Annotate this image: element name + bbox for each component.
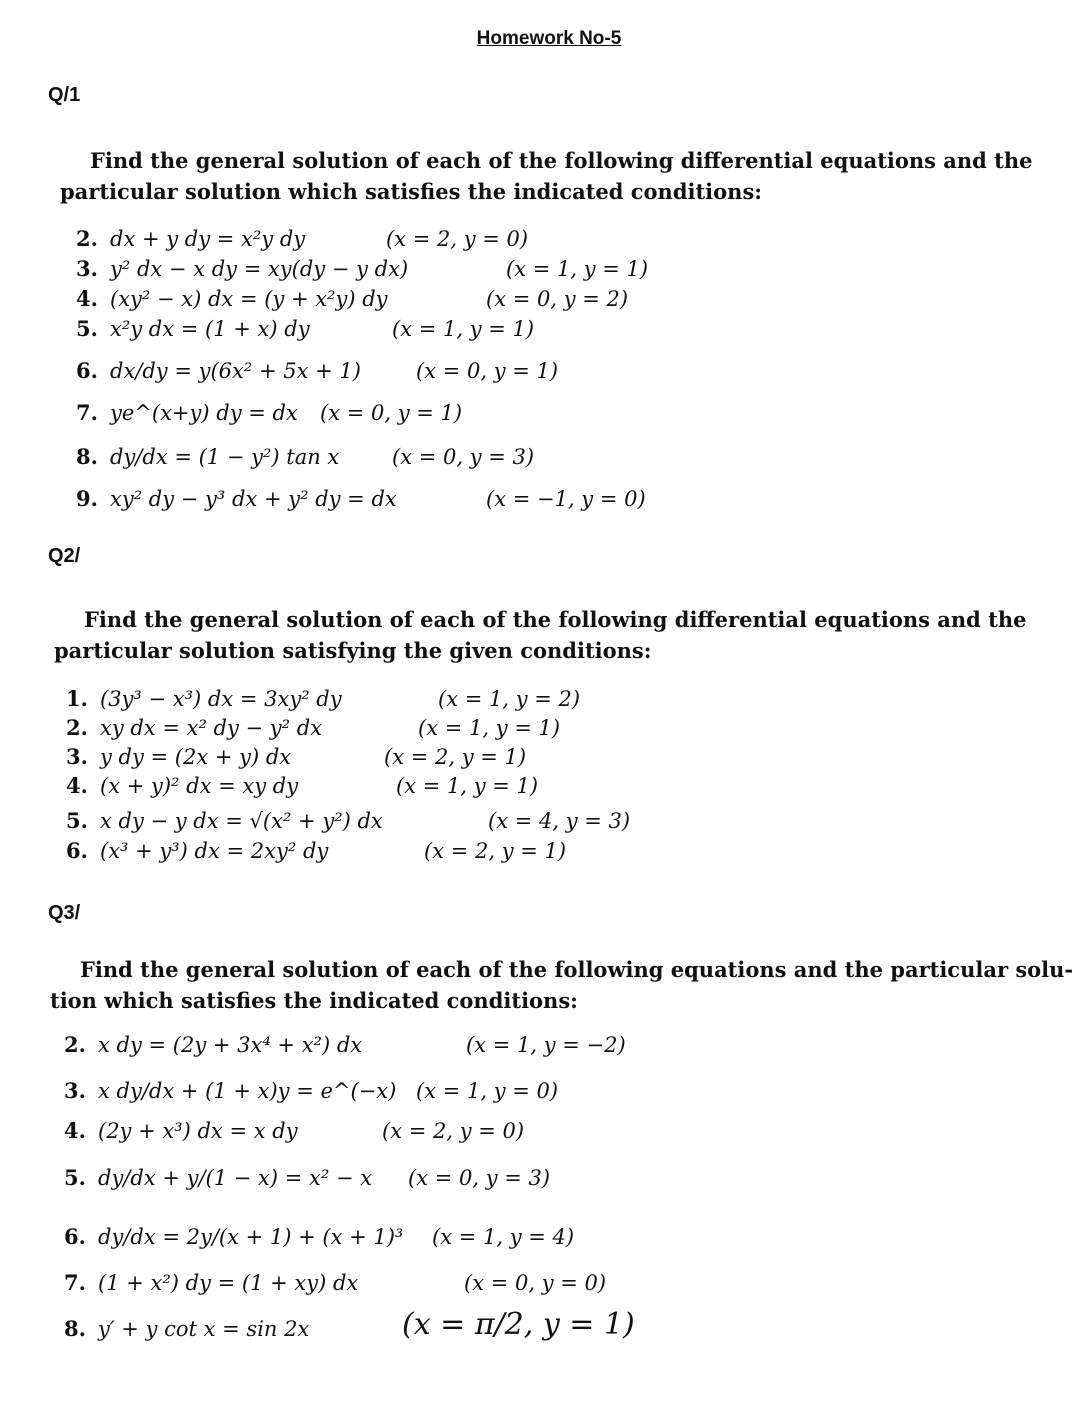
initial-condition: (x = 1, y = 1): [392, 317, 535, 341]
initial-condition: (x = 4, y = 3): [488, 809, 631, 833]
item-number: 6.: [76, 358, 98, 383]
initial-condition: (x = 1, y = 2): [438, 687, 581, 711]
initial-condition: (x = 1, y = 1): [396, 774, 539, 798]
question-label-q1: Q/1: [48, 84, 81, 106]
equation-expression: (x + y)² dx = xy dy: [100, 774, 299, 798]
intro-line: tion which satisfies the indicated conditions:: [50, 988, 578, 1013]
item-number: 7.: [76, 400, 98, 425]
item-number: 6.: [66, 838, 88, 863]
intro-line: Find the general solution of each of the following equations and the particular solu-: [80, 957, 1074, 982]
initial-condition: (x = π/2, y = 1): [402, 1307, 635, 1342]
item-number: 1.: [66, 686, 88, 711]
equation-expression: x dy − y dx = √(x² + y²) dx: [100, 809, 383, 833]
initial-condition: (x = 0, y = 2): [486, 287, 629, 311]
item-number: 4.: [64, 1118, 86, 1143]
initial-condition: (x = 2, y = 0): [382, 1119, 525, 1143]
question-label-q2: Q2/: [48, 545, 81, 567]
equation-expression: xy dx = x² dy − y² dx: [100, 716, 323, 740]
item-number: 8.: [76, 444, 98, 469]
initial-condition: (x = 0, y = 3): [408, 1166, 551, 1190]
intro-line: particular solution satisfying the given conditions:: [54, 638, 652, 663]
item-number: 6.: [64, 1224, 86, 1249]
item-number: 8.: [64, 1316, 86, 1341]
equation-expression: (2y + x³) dx = x dy: [98, 1119, 298, 1143]
initial-condition: (x = 1, y = 4): [432, 1225, 575, 1249]
item-number: 5.: [64, 1165, 86, 1190]
initial-condition: (x = 0, y = 0): [464, 1271, 607, 1295]
item-number: 5.: [66, 808, 88, 833]
initial-condition: (x = 1, y = 0): [416, 1079, 559, 1103]
equation-expression: dx + y dy = x²y dy: [110, 227, 306, 251]
intro-line: Find the general solution of each of the following differential equations and the: [90, 148, 1033, 173]
equation-expression: dy/dx = 2y/(x + 1) + (x + 1)³: [98, 1225, 404, 1249]
initial-condition: (x = 0, y = 1): [416, 359, 559, 383]
initial-condition: (x = 2, y = 0): [386, 227, 529, 251]
equation-expression: ye^(x+y) dy = dx: [110, 401, 298, 425]
item-number: 2.: [64, 1032, 86, 1057]
item-number: 3.: [64, 1078, 86, 1103]
equation-expression: y² dx − x dy = xy(dy − y dx): [110, 257, 409, 281]
equation-expression: y dy = (2x + y) dx: [100, 745, 292, 769]
equation-expression: (x³ + y³) dx = 2xy² dy: [100, 839, 329, 863]
initial-condition: (x = 1, y = 1): [506, 257, 649, 281]
equation-expression: dy/dx = (1 − y²) tan x: [110, 445, 340, 469]
item-number: 3.: [76, 256, 98, 281]
item-number: 7.: [64, 1270, 86, 1295]
equation-expression: xy² dy − y³ dx + y² dy = dx: [110, 487, 397, 511]
equation-expression: dx/dy = y(6x² + 5x + 1): [110, 359, 361, 383]
equation-expression: y′ + y cot x = sin 2x: [98, 1317, 310, 1341]
initial-condition: (x = 0, y = 1): [320, 401, 463, 425]
question-intro-q1: [60, 145, 1033, 207]
item-number: 5.: [76, 316, 98, 341]
equation-expression: x dy/dx + (1 + x)y = e^(−x): [98, 1079, 397, 1103]
intro-line: Find the general solution of each of the following differential equations and the: [84, 607, 1027, 632]
page-title: Homework No-5: [476, 28, 622, 49]
initial-condition: (x = 0, y = 3): [392, 445, 535, 469]
equation-expression: (1 + x²) dy = (1 + xy) dx: [98, 1271, 359, 1295]
item-number: 3.: [66, 744, 88, 769]
initial-condition: (x = −1, y = 0): [486, 487, 646, 511]
item-number: 9.: [76, 486, 98, 511]
equation-expression: x²y dx = (1 + x) dy: [110, 317, 310, 341]
equation-expression: x dy = (2y + 3x⁴ + x²) dx: [98, 1033, 363, 1057]
question-label-q3: Q3/: [48, 902, 81, 924]
initial-condition: (x = 2, y = 1): [424, 839, 567, 863]
initial-condition: (x = 1, y = 1): [418, 716, 561, 740]
initial-condition: (x = 1, y = −2): [466, 1033, 626, 1057]
initial-condition: (x = 2, y = 1): [384, 745, 527, 769]
item-number: 2.: [76, 226, 98, 251]
equation-expression: dy/dx + y/(1 − x) = x² − x: [98, 1166, 373, 1190]
item-number: 4.: [66, 773, 88, 798]
intro-line: particular solution which satisfies the indicated conditions:: [60, 179, 763, 204]
question-intro-q3: [50, 954, 1073, 1016]
item-number: 2.: [66, 715, 88, 740]
equation-expression: (3y³ − x³) dx = 3xy² dy: [100, 687, 342, 711]
question-intro-q2: [54, 604, 1027, 666]
equation-expression: (xy² − x) dx = (y + x²y) dy: [110, 287, 388, 311]
item-number: 4.: [76, 286, 98, 311]
